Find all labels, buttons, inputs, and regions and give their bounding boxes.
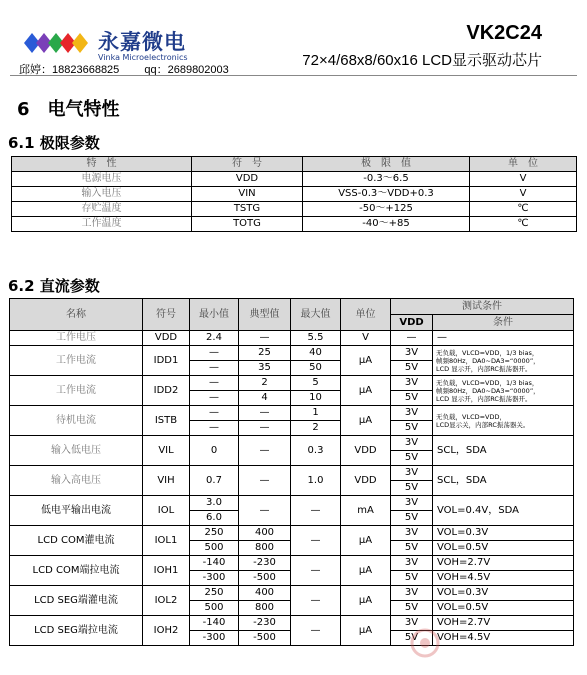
table-cell: 250 bbox=[190, 586, 239, 601]
table-cell: 2 bbox=[239, 376, 291, 391]
table-cell: μA bbox=[341, 346, 391, 376]
brand-name-en: Vinka Microelectronics bbox=[98, 53, 188, 62]
table-cell: IOL bbox=[143, 496, 190, 526]
table-cell: — bbox=[291, 586, 341, 616]
table-cell: 5.5 bbox=[291, 331, 341, 346]
table-cell: -140 bbox=[190, 556, 239, 571]
dc-header-row bbox=[10, 299, 574, 315]
table-cell: VIH bbox=[143, 466, 190, 496]
table-cell: — bbox=[239, 466, 291, 496]
table-cell: VOL=0.4V，SDA bbox=[433, 496, 574, 526]
limits-header-row bbox=[12, 157, 577, 172]
table-cell: VOH=2.7V bbox=[433, 616, 574, 631]
table-cell: 3V bbox=[391, 466, 433, 481]
table-cell: 250 bbox=[190, 526, 239, 541]
table-cell: 5V bbox=[391, 571, 433, 586]
table-cell: 工作温度 bbox=[12, 217, 192, 232]
table-cell: 5V bbox=[391, 421, 433, 436]
table-row bbox=[10, 331, 574, 346]
dc-header-min: 最小值 bbox=[190, 299, 239, 331]
table-cell: 输入电压 bbox=[12, 187, 192, 202]
table-cell: 800 bbox=[239, 541, 291, 556]
table-cell: 工作电流 bbox=[10, 376, 143, 406]
cond-line: 无负载，VLCD=VDD， bbox=[436, 412, 507, 421]
table-row bbox=[12, 202, 577, 217]
table-cell bbox=[433, 406, 574, 436]
company-logo bbox=[14, 24, 188, 64]
table-cell: μA bbox=[341, 376, 391, 406]
contact-qq: qq：2689802003 bbox=[144, 64, 229, 76]
table-cell: 35 bbox=[239, 361, 291, 376]
table-cell: — bbox=[190, 346, 239, 361]
dc-header-unit: 单位 bbox=[341, 299, 391, 331]
table-cell: V bbox=[470, 187, 577, 202]
table-cell: VOL=0.5V bbox=[433, 541, 574, 556]
table-cell: 5V bbox=[391, 631, 433, 646]
table-cell: -230 bbox=[239, 556, 291, 571]
table-cell: 输入高电压 bbox=[10, 466, 143, 496]
table-cell: 5V bbox=[391, 511, 433, 526]
cond-line: LCD显示关，内部RC振荡器关。 bbox=[436, 420, 530, 429]
table-cell: 500 bbox=[190, 541, 239, 556]
table-row bbox=[10, 346, 574, 361]
table-cell: — bbox=[239, 436, 291, 466]
watermark-icon bbox=[405, 618, 565, 668]
table-cell: 工作电流 bbox=[10, 346, 143, 376]
table-cell: 5V bbox=[391, 601, 433, 616]
table-cell: 40 bbox=[291, 346, 341, 361]
table-cell: SCL，SDA bbox=[433, 436, 574, 466]
table-cell: — bbox=[291, 496, 341, 526]
table-cell: — bbox=[190, 376, 239, 391]
table-cell: -500 bbox=[239, 571, 291, 586]
table-cell: VSS-0.3～VDD+0.3 bbox=[303, 187, 470, 202]
table-row bbox=[12, 172, 577, 187]
table-cell: VOL=0.3V bbox=[433, 586, 574, 601]
section-number: 6 bbox=[17, 99, 30, 120]
limits-table bbox=[11, 156, 577, 232]
cond-line: 无负载，VLCD=VDD，1/3 bias， bbox=[436, 378, 539, 387]
table-row bbox=[10, 526, 574, 541]
table-cell: 2 bbox=[291, 421, 341, 436]
table-cell: 800 bbox=[239, 601, 291, 616]
table-cell: SCL，SDA bbox=[433, 466, 574, 496]
table-cell: TSTG bbox=[192, 202, 303, 217]
table-cell: 6.0 bbox=[190, 511, 239, 526]
table-cell: -40～+85 bbox=[303, 217, 470, 232]
table-cell: -50～+125 bbox=[303, 202, 470, 217]
table-row bbox=[12, 217, 577, 232]
table-cell: 400 bbox=[239, 586, 291, 601]
table-cell: 3V bbox=[391, 556, 433, 571]
table-cell: 3V bbox=[391, 496, 433, 511]
table-cell: TOTG bbox=[192, 217, 303, 232]
table-cell: 工作电压 bbox=[10, 331, 143, 346]
dc-header-typ: 典型值 bbox=[239, 299, 291, 331]
table-cell: -0.3～6.5 bbox=[303, 172, 470, 187]
table-cell: 3.0 bbox=[190, 496, 239, 511]
dc-header-vdd: VDD bbox=[391, 315, 433, 331]
logo-diamonds-icon bbox=[14, 28, 94, 58]
table-cell: — bbox=[190, 361, 239, 376]
table-cell: VOH=4.5V bbox=[433, 571, 574, 586]
table-cell: 0.3 bbox=[291, 436, 341, 466]
cond-line: 无负载，VLCD=VDD，1/3 bias， bbox=[436, 348, 539, 357]
dc-header-max: 最大值 bbox=[291, 299, 341, 331]
table-cell bbox=[433, 346, 574, 376]
table-row bbox=[10, 586, 574, 601]
limits-title: 6.1 极限参数 bbox=[8, 134, 100, 152]
table-cell: — bbox=[291, 526, 341, 556]
table-cell: 3V bbox=[391, 436, 433, 451]
table-cell: — bbox=[291, 556, 341, 586]
table-cell: VOH=4.5V bbox=[433, 631, 574, 646]
table-row bbox=[10, 496, 574, 511]
dc-title: 6.2 直流参数 bbox=[8, 277, 100, 295]
table-cell: IOH2 bbox=[143, 616, 190, 646]
table-cell: μA bbox=[341, 526, 391, 556]
table-cell: 3V bbox=[391, 376, 433, 391]
limits-header-limit: 极 限 值 bbox=[303, 157, 470, 172]
table-cell: 3V bbox=[391, 346, 433, 361]
table-cell: μA bbox=[341, 406, 391, 436]
table-cell: 3V bbox=[391, 616, 433, 631]
table-cell: -140 bbox=[190, 616, 239, 631]
table-cell: LCD SEG端拉电流 bbox=[10, 616, 143, 646]
table-cell: VDD bbox=[341, 436, 391, 466]
table-cell: 5V bbox=[391, 451, 433, 466]
table-cell: IDD2 bbox=[143, 376, 190, 406]
cond-line: LCD 显示开，内部RC振荡器开。 bbox=[436, 394, 532, 403]
table-cell: μA bbox=[341, 616, 391, 646]
limits-header-unit: 单 位 bbox=[470, 157, 577, 172]
table-cell: 输入低电压 bbox=[10, 436, 143, 466]
table-cell: — bbox=[190, 391, 239, 406]
table-cell: 存贮温度 bbox=[12, 202, 192, 217]
table-cell: VOL=0.3V bbox=[433, 526, 574, 541]
table-cell: IOL2 bbox=[143, 586, 190, 616]
table-cell bbox=[433, 376, 574, 406]
dc-header-name: 名称 bbox=[10, 299, 143, 331]
table-cell: LCD SEG端灌电流 bbox=[10, 586, 143, 616]
limits-header-characteristic: 特 性 bbox=[12, 157, 192, 172]
table-cell: 5V bbox=[391, 541, 433, 556]
cond-line: LCD 显示开，内部RC振荡器开。 bbox=[436, 364, 532, 373]
table-cell: -300 bbox=[190, 571, 239, 586]
table-cell: 500 bbox=[190, 601, 239, 616]
table-cell: 0 bbox=[190, 436, 239, 466]
table-cell: LCD COM端拉电流 bbox=[10, 556, 143, 586]
table-cell: — bbox=[239, 331, 291, 346]
cond-line: 帧频80Hz，DA0~DA3=“0000”， bbox=[436, 386, 540, 395]
table-cell: VDD bbox=[341, 466, 391, 496]
section-heading bbox=[17, 95, 120, 121]
table-cell: 5V bbox=[391, 391, 433, 406]
table-cell: VIL bbox=[143, 436, 190, 466]
table-cell: 25 bbox=[239, 346, 291, 361]
table-cell: V bbox=[341, 331, 391, 346]
table-cell: ℃ bbox=[470, 217, 577, 232]
table-cell: 3V bbox=[391, 406, 433, 421]
table-cell: 电源电压 bbox=[12, 172, 192, 187]
table-cell: LCD COM灌电流 bbox=[10, 526, 143, 556]
table-cell: 5V bbox=[391, 481, 433, 496]
table-cell: V bbox=[470, 172, 577, 187]
table-cell: mA bbox=[341, 496, 391, 526]
table-cell: VDD bbox=[143, 331, 190, 346]
table-cell: IDD1 bbox=[143, 346, 190, 376]
table-cell: VOL=0.5V bbox=[433, 601, 574, 616]
cond-line: 帧频80Hz，DA0~DA3=“0000”， bbox=[436, 356, 540, 365]
table-row bbox=[10, 436, 574, 451]
table-cell: — bbox=[433, 331, 574, 346]
table-cell: -500 bbox=[239, 631, 291, 646]
table-cell: — bbox=[239, 496, 291, 526]
table-cell: 5 bbox=[291, 376, 341, 391]
dc-header-symbol: 符号 bbox=[143, 299, 190, 331]
table-cell: μA bbox=[341, 586, 391, 616]
table-cell: 3V bbox=[391, 526, 433, 541]
table-cell: — bbox=[291, 616, 341, 646]
table-row bbox=[10, 376, 574, 391]
table-cell: 50 bbox=[291, 361, 341, 376]
contact-phone: 邱婷：18823668825 bbox=[19, 64, 120, 76]
dc-header-cond: 条件 bbox=[433, 315, 574, 331]
product-subtitle: 72×4/68x8/60x16 LCD显示驱动芯片 bbox=[302, 52, 542, 69]
limits-header-symbol: 符 号 bbox=[192, 157, 303, 172]
table-cell: — bbox=[190, 406, 239, 421]
table-row bbox=[10, 466, 574, 481]
table-cell: 低电平输出电流 bbox=[10, 496, 143, 526]
table-row bbox=[10, 556, 574, 571]
table-cell: — bbox=[190, 421, 239, 436]
table-cell: 2.4 bbox=[190, 331, 239, 346]
table-cell: VOH=2.7V bbox=[433, 556, 574, 571]
table-cell: 400 bbox=[239, 526, 291, 541]
table-cell: ISTB bbox=[143, 406, 190, 436]
table-cell: VIN bbox=[192, 187, 303, 202]
table-cell: 待机电流 bbox=[10, 406, 143, 436]
table-cell: 1.0 bbox=[291, 466, 341, 496]
dc-header-test: 测试条件 bbox=[391, 299, 574, 315]
table-cell: -300 bbox=[190, 631, 239, 646]
table-cell: ℃ bbox=[470, 202, 577, 217]
table-cell: — bbox=[239, 406, 291, 421]
table-cell: VDD bbox=[192, 172, 303, 187]
header-divider bbox=[10, 75, 577, 76]
section-title: 电气特性 bbox=[47, 99, 120, 120]
table-cell: IOH1 bbox=[143, 556, 190, 586]
table-cell: 10 bbox=[291, 391, 341, 406]
table-row bbox=[12, 187, 577, 202]
brand-name-cn: 永嘉微电 bbox=[98, 30, 186, 54]
table-row bbox=[10, 406, 574, 421]
table-cell: -230 bbox=[239, 616, 291, 631]
table-cell: IOL1 bbox=[143, 526, 190, 556]
table-cell: — bbox=[239, 421, 291, 436]
table-cell: 5V bbox=[391, 361, 433, 376]
table-cell: μA bbox=[341, 556, 391, 586]
table-cell: 1 bbox=[291, 406, 341, 421]
model-number: VK2C24 bbox=[466, 22, 542, 44]
table-cell: — bbox=[391, 331, 433, 346]
table-cell: 0.7 bbox=[190, 466, 239, 496]
table-cell: 3V bbox=[391, 586, 433, 601]
table-cell: 4 bbox=[239, 391, 291, 406]
dc-table bbox=[9, 298, 574, 646]
